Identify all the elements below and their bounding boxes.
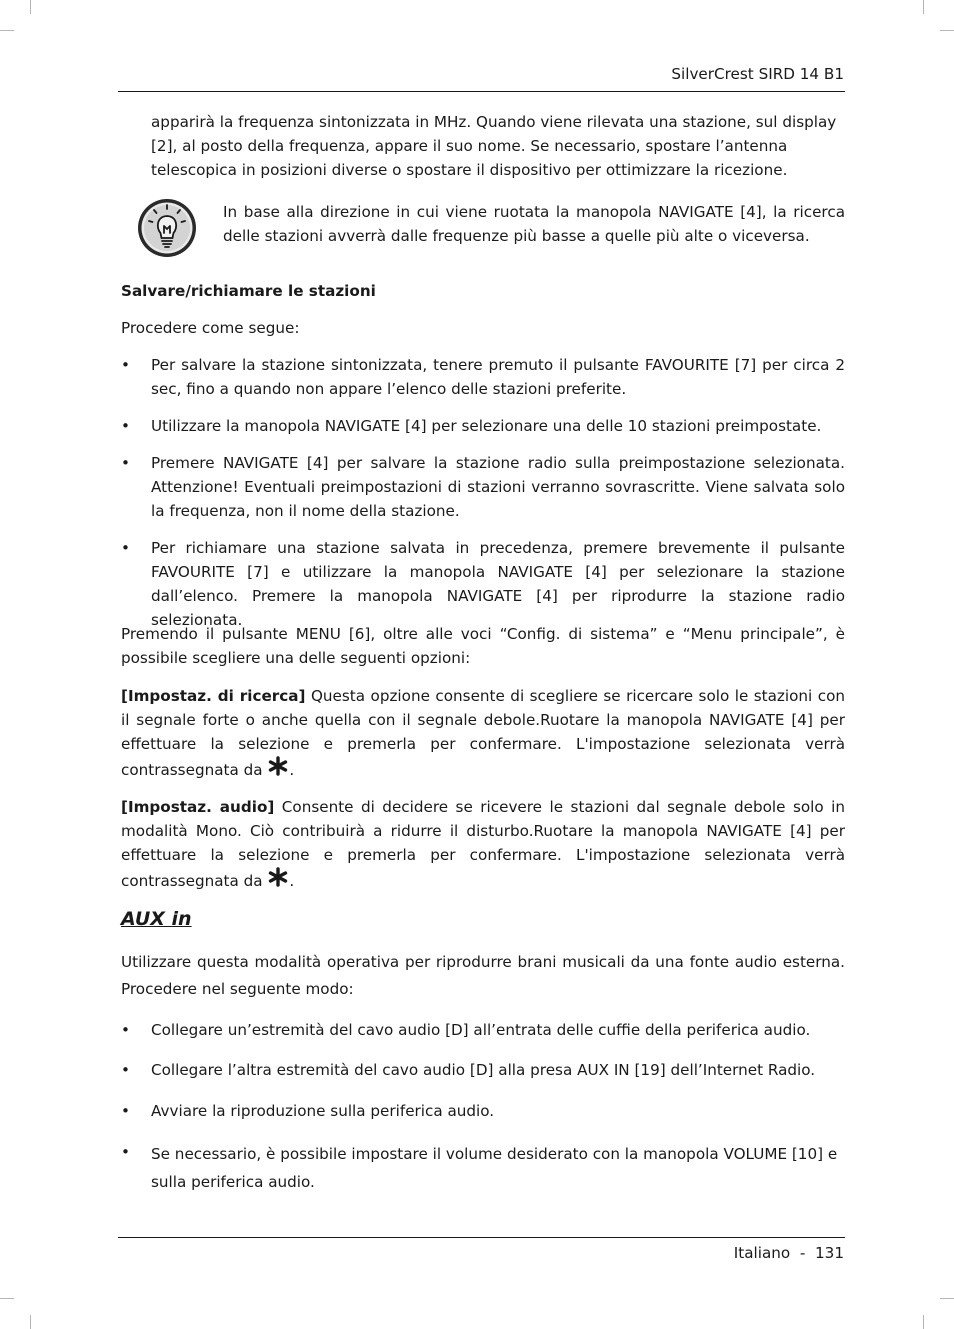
crop-mark: [923, 0, 924, 14]
bullet-icon: •: [121, 1021, 130, 1039]
list-item: [121, 1140, 845, 1196]
crop-mark: [940, 1298, 954, 1299]
bullet-icon: •: [121, 1143, 130, 1161]
section-heading-aux: AUX in: [121, 908, 192, 930]
list-item: [121, 1099, 845, 1123]
crop-mark: [923, 1315, 924, 1329]
list-item: [121, 1058, 845, 1082]
list-item-text: Premere NAVIGATE [4] per salvare la stazione radio sulla preimpostazione selezionata. Attenzione! Eventuali preimpostazioni di stazioni verranno sovrascritte. Viene salvata solo la frequenza, non il nome della stazione.: [151, 454, 845, 520]
crop-mark: [940, 30, 954, 31]
header-rule: [118, 91, 845, 92]
crop-mark: [0, 30, 14, 31]
page-number: 131: [815, 1244, 844, 1262]
option-audio-paragraph: [121, 795, 845, 893]
option-search-paragraph: [121, 684, 845, 782]
crop-mark: [30, 1315, 31, 1329]
list-item: [121, 414, 845, 438]
option-search-label: [Impostaz. di ricerca]: [121, 687, 306, 705]
list-item: [121, 536, 845, 632]
intro-paragraph: apparirà la frequenza sintonizzata in MHz. Quando viene rilevata una stazione, sul display [2], al posto della frequenza, appare il suo nome. Se necessario, spostare l’antenna telescopica in posizioni diverse o spostare il dispositivo per ottimizzare la ricezione.: [151, 113, 837, 179]
footer-rule: [118, 1237, 845, 1238]
section-heading-salvare: Salvare/richiamare le stazioni: [121, 282, 376, 300]
option-audio-label: [Impostaz. audio]: [121, 798, 275, 816]
crop-mark: [30, 0, 31, 14]
lightbulb-icon: [136, 197, 198, 259]
crop-mark: [0, 1298, 14, 1299]
footer-separator: -: [799, 1244, 806, 1262]
tip-text: In base alla direzione in cui viene ruotata la manopola NAVIGATE [4], la ricerca delle stazioni avverrà dalle frequenze più basse a quelle più alte o viceversa.: [223, 203, 845, 245]
list-item: [121, 451, 845, 523]
lead-text: Procedere come segue:: [121, 319, 300, 337]
asterisk-icon: [267, 867, 289, 887]
aux-lead-paragraph: Utilizzare questa modalità operativa per riprodurre brani musicali da una fonte audio esterna. Procedere nel seguente modo:: [121, 953, 845, 998]
bullet-icon: •: [121, 417, 130, 435]
option-audio-end: .: [289, 872, 295, 890]
asterisk-icon: [267, 756, 289, 776]
bullet-icon: •: [121, 356, 130, 374]
list-item: [121, 353, 845, 401]
bullet-icon: •: [121, 1061, 130, 1079]
bullet-icon: •: [121, 539, 130, 557]
option-audio-text: Consente di decidere se ricevere le stazioni dal segnale debole solo in modalità Mono. Ciò contribuirà a ridurre il disturbo.Ruotare la manopola NAVIGATE [4] per effettuare la selezione e premerla per confermare. L'impostazione selezionata verrà contrassegnata da: [121, 798, 845, 890]
list-item-text: Collegare l’altra estremità del cavo audio [D] alla presa AUX IN [19] dell’Internet Radio.: [151, 1061, 816, 1079]
bullet-icon: •: [121, 454, 130, 472]
list-item-text: Utilizzare la manopola NAVIGATE [4] per selezionare una delle 10 stazioni preimpostate.: [151, 417, 822, 435]
list-item-text: Per richiamare una stazione salvata in precedenza, premere brevemente il pulsante FAVOURITE [7] e utilizzare la manopola NAVIGATE [4] per selezionare la stazione dall’elenco. Premere la manopola NAVIGATE [4] per riprodurre la stazione radio selezionata.: [151, 539, 845, 629]
list-item-text: Avviare la riproduzione sulla periferica audio.: [151, 1102, 495, 1120]
list-item-text: Collegare un’estremità del cavo audio [D] all’entrata delle cuffie della periferica audio.: [151, 1021, 811, 1039]
list-item-text: Se necessario, è possibile impostare il volume desiderato con la manopola VOLUME [10] e sulla periferica audio.: [151, 1145, 838, 1191]
option-search-text: Questa opzione consente di scegliere se ricercare solo le stazioni con il segnale forte o anche quella con il segnale debole.Ruotare la manopola NAVIGATE [4] per effettuare la selezione e premerla per confermare. L'impostazione selezionata verrà contrassegnata da: [121, 687, 846, 779]
page-footer: [734, 1241, 844, 1265]
option-search-end: .: [289, 761, 295, 779]
menu-paragraph: Premendo il pulsante MENU [6], oltre alle voci “Config. di sistema” e “Menu principale”, è possibile scegliere una delle seguenti opzioni:: [121, 625, 845, 667]
header-title: SilverCrest SIRD 14 B1: [671, 65, 844, 83]
list-item-text: Per salvare la stazione sintonizzata, tenere premuto il pulsante FAVOURITE [7] per circa 2 sec, fino a quando non appare l’elenco delle stazioni preferite.: [151, 356, 845, 398]
list-item: [121, 1018, 845, 1042]
footer-language: Italiano: [733, 1244, 791, 1262]
bullet-icon: •: [121, 1102, 130, 1120]
